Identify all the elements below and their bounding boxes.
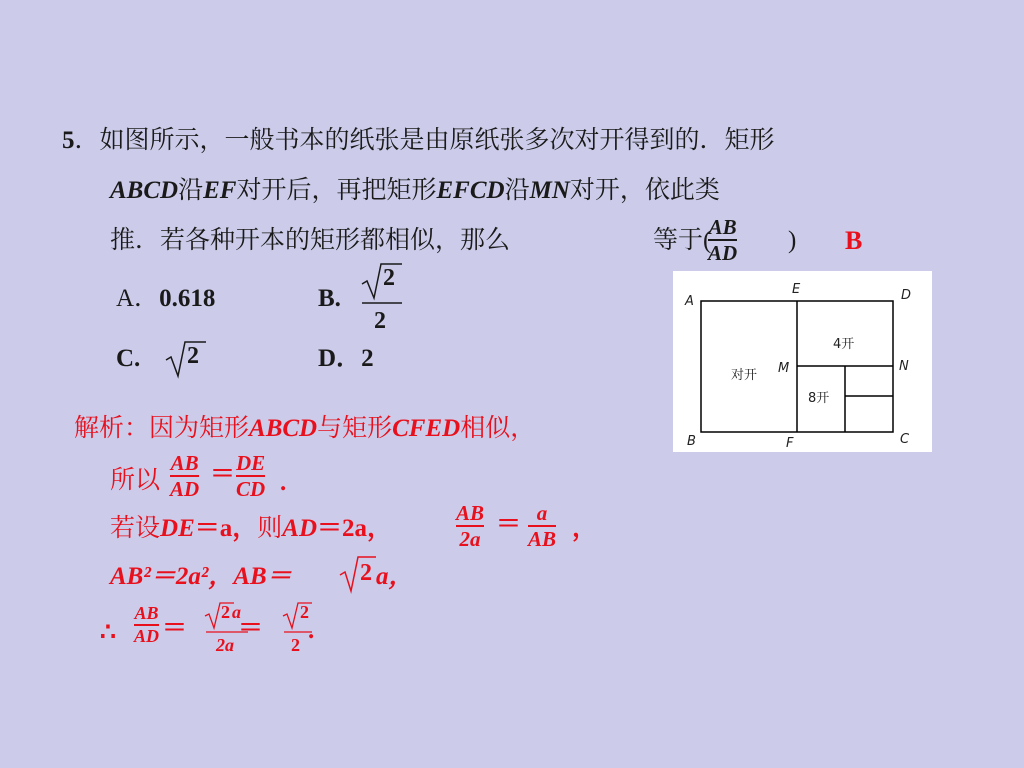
label-a: A xyxy=(685,294,694,309)
solution-similar: 相似， xyxy=(460,415,536,442)
solution-then: 则 xyxy=(257,515,283,542)
option-a-label: A． xyxy=(116,285,160,312)
solution-line-4-end: a， xyxy=(376,563,414,590)
frac-numerator: AB xyxy=(170,451,199,475)
solution-eq-a: ＝a， xyxy=(194,515,258,542)
option-b-fraction xyxy=(360,262,404,338)
label-n: N xyxy=(899,359,909,374)
label-f: F xyxy=(786,436,794,451)
frac-numerator: AB xyxy=(134,603,159,623)
frac-denominator: AB xyxy=(528,526,557,551)
solution-abcd: ABCD xyxy=(249,415,318,442)
label-duikai: 对开 xyxy=(731,368,758,383)
equals-text: 等于( xyxy=(653,227,712,254)
option-b-denominator: 2 xyxy=(374,308,386,334)
option-b-label: B. xyxy=(318,285,341,312)
frac-denominator: AD xyxy=(170,476,200,501)
option-d-label: D． xyxy=(318,345,362,372)
text-fold: 对开后，再把矩形 xyxy=(236,177,437,204)
frac-denominator: 2a xyxy=(459,526,481,551)
solution-frac-de-cd xyxy=(236,452,265,500)
question-line-2 xyxy=(110,176,720,206)
frac-denominator: CD xyxy=(236,476,266,501)
option-b-numerator: 2 xyxy=(383,265,395,291)
solution-and-rect: 与矩形 xyxy=(317,415,393,442)
rect-abcd-label: ABCD xyxy=(110,177,179,204)
question-number: 5 xyxy=(62,127,75,154)
solution-eq-3: ＝ xyxy=(496,511,522,538)
question-line-1 xyxy=(62,126,775,156)
label-d: D xyxy=(901,288,912,303)
option-a-value: 0.618 xyxy=(159,285,216,312)
solution-line-3 xyxy=(110,514,392,544)
question-line1-text: ．如图所示，一般书本的纸张是由原纸张多次对开得到的．矩形 xyxy=(74,127,775,154)
option-a xyxy=(116,284,215,314)
solution-line-4: AB²＝2a²，AB＝ xyxy=(110,563,292,590)
frac-num-a: a xyxy=(232,602,241,622)
frac-root-value: 2 xyxy=(300,602,309,622)
solution-let: 若设 xyxy=(110,515,161,542)
sqrt-sign-icon xyxy=(164,340,208,380)
text-along-2: 沿 xyxy=(504,177,530,204)
question-equals xyxy=(653,226,711,256)
close-paren: ) xyxy=(788,227,797,254)
frac-numerator: a xyxy=(536,501,548,525)
frac-denominator: 2 xyxy=(291,635,300,655)
solution-eq-1: ＝ xyxy=(210,461,236,488)
solution-line-3-end: ， xyxy=(572,515,598,542)
frac-denominator: 2a xyxy=(216,635,234,655)
solution-frac-a-ab xyxy=(528,502,556,550)
segment-mn-label: MN xyxy=(529,177,570,204)
segment-ef-label: EF xyxy=(203,177,237,204)
frac-root-value: 2 xyxy=(221,602,230,622)
solution-frac-ab-ad-2 xyxy=(134,604,159,646)
text-fold-2: 对开，依此类 xyxy=(569,177,720,204)
text-along: 沿 xyxy=(178,177,204,204)
solution-line-2-prefix: 所以 xyxy=(110,467,161,494)
label-8kai: 8开 xyxy=(808,391,830,406)
label-b: B xyxy=(687,434,696,449)
label-c: C xyxy=(900,432,910,447)
option-d-value: 2 xyxy=(361,345,374,372)
solution-line-1 xyxy=(74,414,535,444)
answer-letter: B xyxy=(845,226,863,255)
label-e: E xyxy=(792,282,801,297)
frac-numerator: DE xyxy=(236,451,266,475)
solution-eq-2a: ＝2a， xyxy=(317,515,393,542)
frac-denominator: AD xyxy=(134,625,160,646)
option-c-value: 2 xyxy=(187,343,199,369)
solution-root-value: 2 xyxy=(360,560,372,586)
solution-line-2-end: . xyxy=(280,469,287,496)
label-4kai: 4开 xyxy=(833,337,855,352)
rect-efcd-label: EFCD xyxy=(436,177,505,204)
solution-frac-ab-2a xyxy=(456,502,484,550)
rectangle-diagram xyxy=(673,271,932,452)
solution-eq-6: ＝ xyxy=(238,615,264,642)
solution-frac-ab-ad xyxy=(170,452,199,500)
solution-intro: 解析：因为矩形 xyxy=(74,415,250,442)
solution-de: DE xyxy=(160,515,195,542)
paper-folding-figure xyxy=(673,271,932,452)
frac-denominator: AD xyxy=(708,240,738,265)
solution-cfed: CFED xyxy=(392,415,461,442)
solution-sqrt-2 xyxy=(338,555,378,595)
label-m: M xyxy=(778,361,790,376)
solution-ad: AD xyxy=(282,515,318,542)
therefore-symbol: ∴ xyxy=(100,619,116,646)
question-line-3 xyxy=(110,226,510,256)
sqrt-sign-icon xyxy=(338,555,378,595)
question-close-paren xyxy=(788,226,796,256)
frac-numerator: AB xyxy=(708,215,737,239)
question-fraction-ab-ad xyxy=(708,216,737,264)
option-c-sqrt xyxy=(164,340,208,380)
question-line3-text: 推．若各种开本的矩形都相似，那么 xyxy=(110,227,511,254)
option-d xyxy=(318,344,374,374)
option-c-label: C. xyxy=(116,345,141,372)
solution-eq-5: ＝ xyxy=(162,615,188,642)
solution-line-5-end: . xyxy=(308,617,315,644)
frac-numerator: AB xyxy=(456,501,485,525)
